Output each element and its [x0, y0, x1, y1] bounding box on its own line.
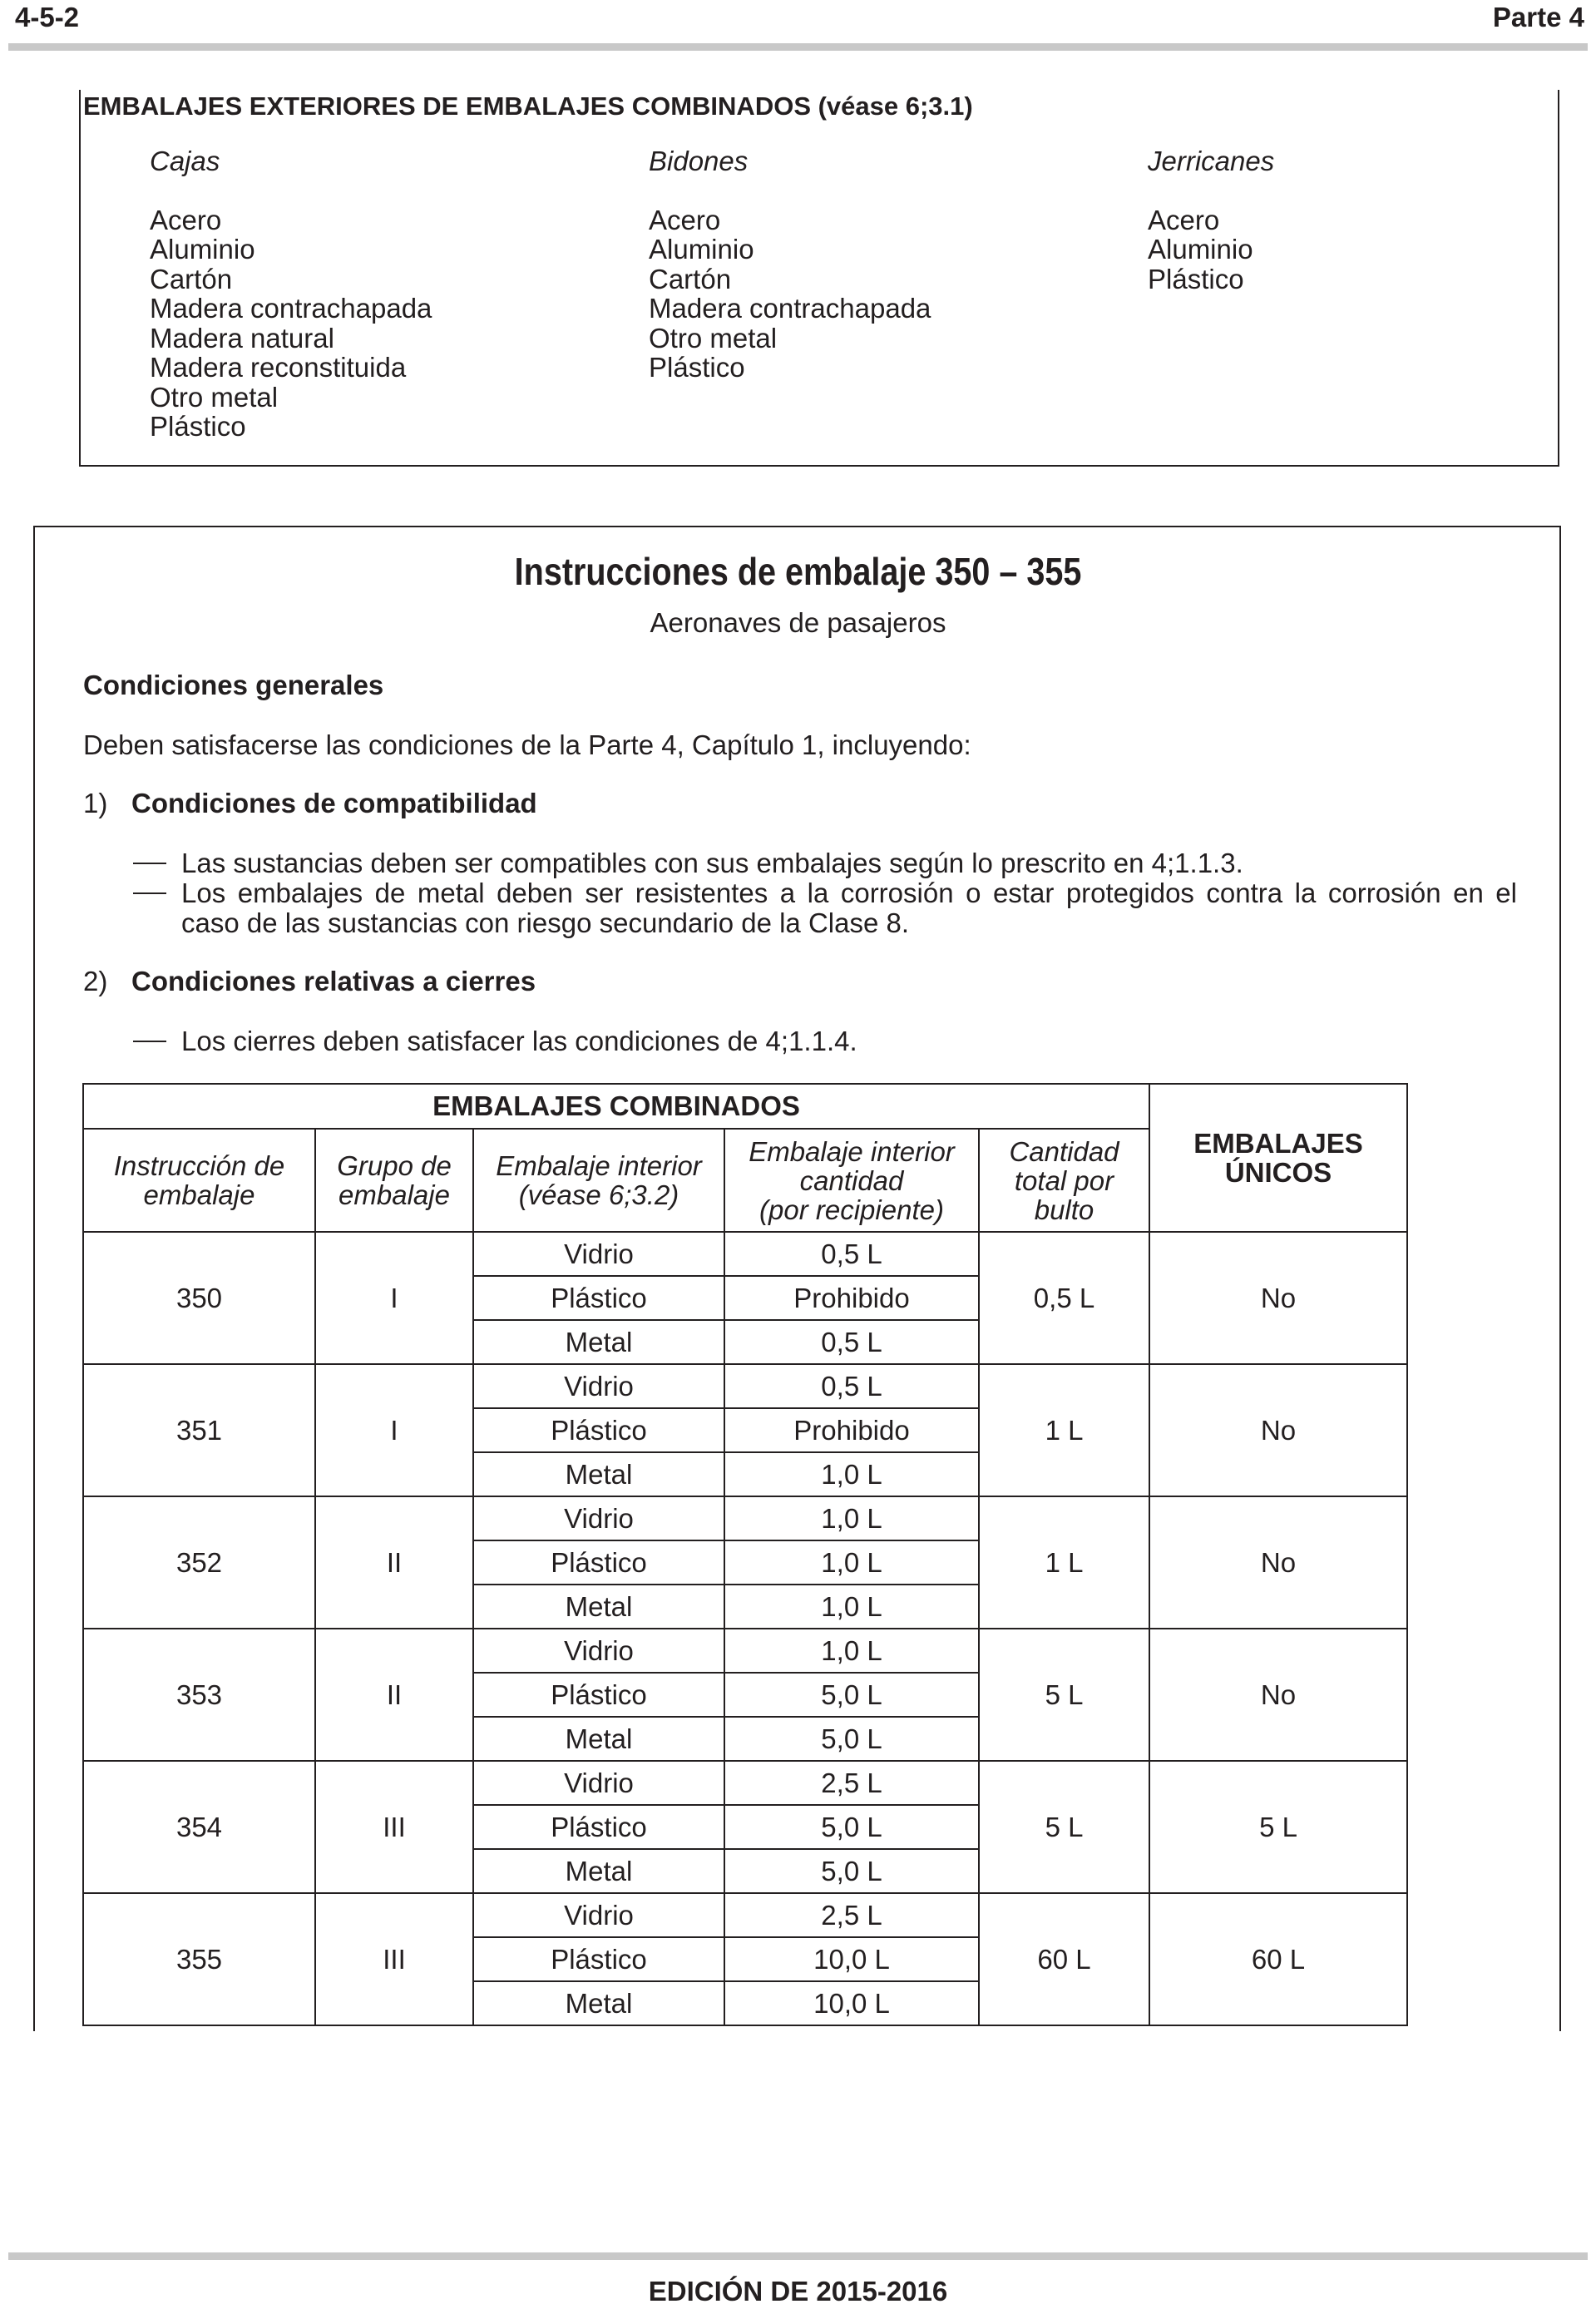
inner-packaging-cell: Plástico	[473, 1805, 724, 1849]
group-cell: II	[315, 1629, 473, 1761]
group-cell: I	[315, 1364, 473, 1496]
inner-packaging-cell: Vidrio	[473, 1893, 724, 1937]
instructions-subtitle: Aeronaves de pasajeros	[650, 607, 946, 638]
header-total: Cantidad total por bulto	[979, 1129, 1149, 1232]
inner-quantity-cell: 10,0 L	[724, 1981, 979, 2025]
inner-packaging-cell: Vidrio	[473, 1629, 724, 1673]
list-item: Acero	[150, 204, 222, 235]
packing-table	[82, 1083, 1408, 2026]
list-item: Acero	[1148, 204, 1220, 235]
instructions-title: Instrucciones de embalaje 350 – 355	[514, 550, 1082, 593]
table-row	[83, 1629, 1407, 1673]
header-qty: Embalaje interior cantidad (por recipiente)	[724, 1129, 979, 1232]
group-header: EMBALAJES COMBINADOS	[83, 1084, 1149, 1129]
column-heading: Cajas	[150, 146, 220, 176]
list-item: Madera contrachapada	[649, 293, 931, 324]
condition-1-bullet-2-line-2: caso de las sustancias con riesgo secundario de la Clase 8.	[181, 907, 909, 938]
table-row	[83, 1232, 1407, 1276]
column-heading: Jerricanes	[1148, 146, 1275, 176]
part-label: Parte 4	[1492, 2, 1584, 32]
condition-1-bullet-2-line-1: Los embalajes de metal deben ser resistentes a la corrosión o estar protegidos contra la corrosión en el	[181, 878, 1517, 908]
table-row	[83, 1893, 1407, 1937]
total-quantity-cell: 1 L	[979, 1364, 1149, 1496]
header-rule	[8, 43, 1588, 51]
list-item: Cartón	[150, 263, 233, 294]
inner-quantity-cell: 0,5 L	[724, 1320, 979, 1364]
header-group: Grupo de embalaje	[315, 1129, 473, 1232]
single-packaging-cell: No	[1149, 1364, 1407, 1496]
inner-quantity-cell: Prohibido	[724, 1276, 979, 1320]
single-packaging-cell: No	[1149, 1496, 1407, 1629]
table-row	[83, 1761, 1407, 1805]
inner-packaging-cell: Plástico	[473, 1673, 724, 1717]
page-number: 4-5-2	[15, 2, 80, 32]
intro-text: Deben satisfacerse las condiciones de la Parte 4, Capítulo 1, incluyendo:	[83, 729, 971, 760]
list-item: Madera natural	[150, 322, 334, 354]
inner-quantity-cell: 1,0 L	[724, 1496, 979, 1540]
total-quantity-cell: 60 L	[979, 1893, 1149, 2025]
inner-packaging-cell: Plástico	[473, 1540, 724, 1585]
bullet-dash	[133, 1041, 166, 1042]
single-packaging-cell: No	[1149, 1232, 1407, 1364]
header-instruction: Instrucción de embalaje	[83, 1129, 315, 1232]
list-item: Madera reconstituida	[150, 352, 407, 383]
list-item: Aluminio	[649, 234, 754, 265]
instruction-cell: 354	[83, 1761, 315, 1893]
condition-2-title: Condiciones relativas a cierres	[131, 966, 536, 996]
inner-quantity-cell: 2,5 L	[724, 1761, 979, 1805]
instruction-cell: 353	[83, 1629, 315, 1761]
single-packaging-cell: 5 L	[1149, 1761, 1407, 1893]
group-cell: I	[315, 1232, 473, 1364]
condition-1-bullet-1: Las sustancias deben ser compatibles con sus embalajes según lo prescrito en 4;1.1.3.	[181, 848, 1243, 878]
group-cell: III	[315, 1893, 473, 2025]
inner-quantity-cell: 5,0 L	[724, 1849, 979, 1893]
inner-packaging-cell: Vidrio	[473, 1761, 724, 1805]
group-cell: II	[315, 1496, 473, 1629]
list-item: Aluminio	[1148, 234, 1253, 265]
table-row	[83, 1364, 1407, 1408]
inner-packaging-cell: Plástico	[473, 1937, 724, 1981]
header-inner: Embalaje interior (véase 6;3.2)	[473, 1129, 724, 1232]
header-single: EMBALAJES ÚNICOS	[1149, 1084, 1407, 1232]
single-packaging-cell: No	[1149, 1629, 1407, 1761]
edition-footer: EDICIÓN DE 2015-2016	[648, 2276, 948, 2307]
inner-quantity-cell: 1,0 L	[724, 1540, 979, 1585]
list-item: Plástico	[150, 411, 246, 442]
inner-packaging-cell: Metal	[473, 1585, 724, 1629]
total-quantity-cell: 5 L	[979, 1629, 1149, 1761]
total-quantity-cell: 1 L	[979, 1496, 1149, 1629]
list-item: Plástico	[649, 352, 745, 383]
bullet-dash	[133, 892, 166, 894]
single-packaging-cell: 60 L	[1149, 1893, 1407, 2025]
group-cell: III	[315, 1761, 473, 1893]
condition-1-number: 1)	[83, 788, 108, 818]
list-item: Madera contrachapada	[150, 293, 432, 324]
list-item: Plástico	[1148, 263, 1244, 294]
inner-quantity-cell: 1,0 L	[724, 1629, 979, 1673]
column-cajas	[150, 146, 432, 442]
list-item: Otro metal	[150, 381, 279, 413]
inner-quantity-cell: 5,0 L	[724, 1805, 979, 1849]
condition-1-title: Condiciones de compatibilidad	[131, 788, 537, 818]
inner-quantity-cell: 5,0 L	[724, 1717, 979, 1761]
inner-quantity-cell: 2,5 L	[724, 1893, 979, 1937]
inner-packaging-cell: Plástico	[473, 1408, 724, 1452]
inner-quantity-cell: 1,0 L	[724, 1585, 979, 1629]
inner-packaging-cell: Metal	[473, 1981, 724, 2025]
total-quantity-cell: 5 L	[979, 1761, 1149, 1893]
general-conditions-heading: Condiciones generales	[83, 670, 384, 700]
table-row	[83, 1496, 1407, 1540]
column-heading: Bidones	[649, 146, 749, 176]
inner-quantity-cell: 0,5 L	[724, 1232, 979, 1276]
inner-packaging-cell: Vidrio	[473, 1496, 724, 1540]
inner-packaging-cell: Metal	[473, 1320, 724, 1364]
inner-packaging-cell: Vidrio	[473, 1232, 724, 1276]
condition-2-number: 2)	[83, 966, 108, 996]
inner-packaging-cell: Plástico	[473, 1276, 724, 1320]
inner-packaging-cell: Vidrio	[473, 1364, 724, 1408]
inner-quantity-cell: 5,0 L	[724, 1673, 979, 1717]
column-jerricanes	[1148, 146, 1274, 294]
outer-packaging-title: EMBALAJES EXTERIORES DE EMBALAJES COMBINADOS (véase 6;3.1)	[83, 91, 973, 121]
inner-packaging-cell: Metal	[473, 1452, 724, 1496]
inner-packaging-cell: Metal	[473, 1717, 724, 1761]
instruction-cell: 351	[83, 1364, 315, 1496]
footer-rule	[8, 2252, 1588, 2260]
bullet-dash	[133, 863, 166, 864]
inner-quantity-cell: 1,0 L	[724, 1452, 979, 1496]
list-item: Otro metal	[649, 322, 778, 354]
inner-quantity-cell: 0,5 L	[724, 1364, 979, 1408]
inner-quantity-cell: 10,0 L	[724, 1937, 979, 1981]
condition-2-bullet-1: Los cierres deben satisfacer las condiciones de 4;1.1.4.	[181, 1026, 857, 1056]
instruction-cell: 350	[83, 1232, 315, 1364]
inner-quantity-cell: Prohibido	[724, 1408, 979, 1452]
list-item: Aluminio	[150, 234, 255, 265]
column-bidones	[649, 146, 931, 383]
instruction-cell: 355	[83, 1893, 315, 2025]
total-quantity-cell: 0,5 L	[979, 1232, 1149, 1364]
list-item: Cartón	[649, 263, 732, 294]
inner-packaging-cell: Metal	[473, 1849, 724, 1893]
instruction-cell: 352	[83, 1496, 315, 1629]
list-item: Acero	[649, 204, 721, 235]
